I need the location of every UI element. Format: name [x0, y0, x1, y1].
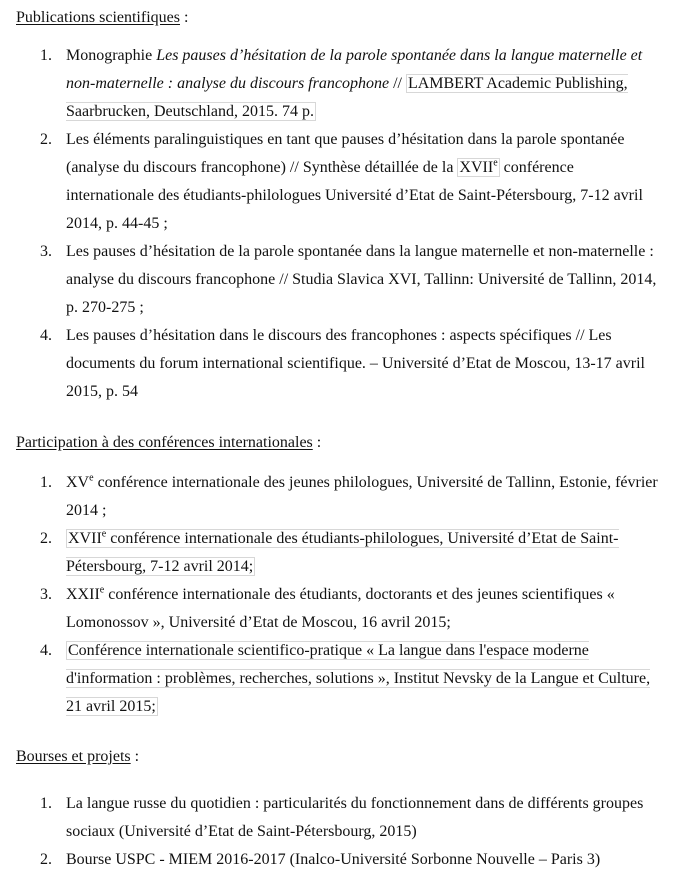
publications-list: [0, 42, 700, 406]
list-item: 2. Bourse USPC - MIEM 2016-2017 (Inalco-Université Sorbonne Nouvelle – Paris 3): [40, 851, 601, 868]
conferences-list: [0, 469, 700, 721]
conference-link[interactable]: XVIIe conférence internationale des étudiants-philologues, Université d’Etat de Saint-Pétersbourg, 7-12 avril 2014;: [66, 528, 619, 575]
list-item: 1. XVe conférence internationale des jeunes philologues, Université de Tallinn, Estonie, février 2014 ;: [40, 472, 658, 519]
section-heading-conferences: Participation à des conférences internationales :: [16, 434, 322, 451]
grants-list: [0, 790, 700, 874]
section-heading-grants: Bourses et projets :: [16, 748, 140, 765]
monograph-title: Les pauses d’hésitation de la parole spontanée dans la langue maternelle et non-maternelle : analyse du discours francophone: [66, 47, 643, 92]
list-item: 3. Les pauses d’hésitation de la parole spontanée dans la langue maternelle et non-maternelle : analyse du discours francophone // Studia Slavica XVI, Tallinn: Université de Tallinn, 2014, p. 270-275 ;: [40, 243, 657, 316]
list-item: 2. Les éléments paralinguistiques en tant que pauses d’hésitation dans la parole spontanée (analyse du discours francophone) // Synthèse détaillée de la XVIIe conférence internationale des étudiants-philologues Université d’Etat de Saint-Pétersbourg, 7-12 avril 2014, p. 44-45 ;: [40, 131, 643, 232]
conference-link[interactable]: Conférence internationale scientifico-pratique « La langue dans l'espace moderne d'information : problèmes, recherches, solutions », Institut Nevsky de la Langue et Culture, 21 avril 2015;: [66, 642, 651, 715]
list-item: 3. XXIIe conférence internationale des étudiants, doctorants et des jeunes scientifiques « Lomonossov », Université d’Etat de Moscou, 16 avril 2015;: [40, 584, 615, 631]
conference-link[interactable]: XVIIe: [459, 157, 498, 176]
publisher-link[interactable]: LAMBERT Academic Publishing, Saarbrucken, Deutschland, 2015. 74 p.: [66, 75, 628, 120]
section-heading-publications: Publications scientifiques :: [16, 9, 189, 26]
list-item: 1. Monographie Les pauses d’hésitation de la parole spontanée dans la langue maternelle et non-maternelle : analyse du discours francophone // LAMBERT Academic Publishing, Saarbrucken, Deutschland, 2015. 74 p.: [40, 47, 643, 120]
list-item: 4. Conférence internationale scientifico-pratique « La langue dans l'espace moderne d'information : problèmes, recherches, solutions », Institut Nevsky de la Langue et Culture, 21 avril 2015;: [40, 642, 651, 715]
list-item: 4. Les pauses d’hésitation dans le discours des francophones : aspects spécifiques // Les documents du forum international scientifique. – Université d’Etat de Moscou, 13-17 avril 2015, p. 54: [40, 327, 645, 400]
list-item: 2. XVIIe conférence internationale des étudiants-philologues, Université d’Etat de Saint-Pétersbourg, 7-12 avril 2014;: [40, 528, 619, 575]
list-item: 1. La langue russe du quotidien : particularités du fonctionnement dans de différents groupes sociaux (Université d’Etat de Saint-Pétersbourg, 2015): [40, 795, 644, 840]
